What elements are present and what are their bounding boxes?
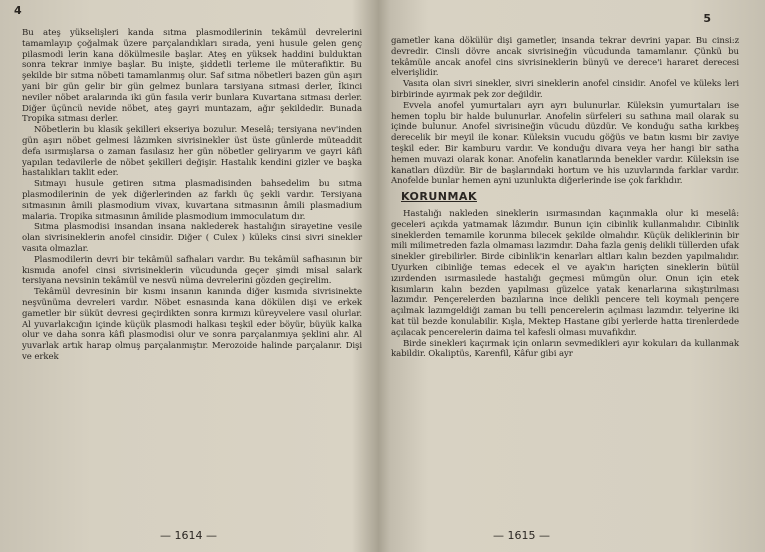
paragraph: Hastalığı nakleden sineklerin ısırmasından kaçınmakla olur ki meselâ: geceleri açıkda yatmamak lâzımdır. Bunun için cibinlik kullanmalıdır. Cibinlik sineklerden temamile korunma bilecek şekilde olmalıdır. Küçük deliklerinin bir mili milimetreden fazla olmaması lazımdır. Daha fazla geniş delikli tüllerden ufak sinekler girebilirler. Birde cibinlik'in kenarları altları kalın bezden yapılmalıdır. Uyurken cibinliğe temas edecek el ve ayak'ın hariçten sineklerin bütül ızırdenden ısırmasılede hastalığı geçmesi mümgün olur. Onun için etek kısımların kalın bezden yapılması güzelce yatak kenarlarına sıkıştırılması lazımdır. Pençerelerden bazılarına ince delikli pencere teli koymalı pençere açılmak lazımgeldiği zaman bu telli pencerelerin açılması lazımdır. telyerine iki kat tül bezde konulabilir. Kışla, Mektep Hastane gibi yerlerde hatta tirenlerdede açılacak pencerelerin daima tel kafesli olması muvafıkdır. — [391, 208, 739, 338]
page-top-number: 5 — [703, 12, 711, 25]
paragraph: Bu ateş yükselişleri kanda sıtma plasmodilerinin tekâmül devrelerini tamamlayıp çoğalmak üzere parçalandıkları sırada, yeni husule gelen genç pilasmodi lerin kana dökülmesile başlar. Ateş en yüksek haddini bulduktan sonra tekrar inmiye başlar. Bu inişte, şiddetli terleme ile müterafiktir. Bu şekilde bir sıtma nöbeti tamamlanmış olur. Saf sıtma nöbetleri bazen gün aşırı yani bir gün gelir bir gün gelmez bunlara tarsiyana sıtmasi derler, İkinci neviler nöbet aralarında iki gün fasıla verir bunlara Kuvartana sıtması derler. Diğer üçüncü nevide nöbet, ateş gayri muntazam, ağır şekildedir. Bunada Tropika sıtması derler. — [22, 28, 362, 125]
section-heading: KORUNMAK — [401, 190, 477, 204]
paragraph: Sıtma plasmodisi insandan insana naklederek hastalığın sirayetine vesile olan sivrisineklerin anofel cinsidir. Diğer ( Culex ) küleks cinsi sivri sinekler vasıta olmazlar. — [22, 222, 362, 254]
paragraph: Tekâmül devresinin bir kısmı insanın kanında diğer kısmıda sivrisinekte neşvünüma devreleri vardır. Nöbet esnasında kana dökülen dişi ve erkek gametler bir süküt devresi geçirdikten sonra kırmızı küreyvelere vasıl olurlar. Al yuvarlakcığın içinde küçük plasmodi halkası teşkil eder böyür, büyük kalka olur ve daha sonra kâfi plasmodisi olur ve sonra parçalanmıya şeklini alır. Al yuvarlak artık harap olmuş parçalanmıştır. Merozoide halinde parçalanır. Dişi ve erkek — [22, 287, 362, 362]
page-number: — 1615 — — [493, 529, 550, 542]
left-page — [0, 0, 382, 552]
paragraph: Nöbetlerin bu klasik şekilleri ekseriya bozulur. Meselâ; tersiyana nev'inden gün aşırı nöbet gelmesi lâzımken sivrisinekler üst üste günlerde müteaddit defa ısırmışlarsa o zaman fasılasız her gün nöbetler geliryarım ve gayri kâfi yapılan tedavilerle de nöbet şekilleri değişir. Hastalık kendini gizler ve başka hastalıkları taklit eder. — [22, 125, 362, 179]
paragraph: gametler kana dökülür dişi gametler, insanda tekrar devrini yapar. Bu cinsi:z devredir. Cinsli dövre ancak sivrisineğin vücudunda tamamlanır. Çünkü bu tekâmüle ancak anofel cins sivrisineklerin bünyü ve derece'i hararet derecesi elverişlidir. — [391, 36, 739, 79]
page-number: — 1614 — — [160, 529, 217, 542]
right-page-body — [391, 36, 739, 360]
left-page-body — [22, 28, 362, 363]
paragraph: Vasıta olan sivri sinekler, sivri sineklerin anofel cinsidir. Anofel ve küleks leri birbirinde ayırmak pek zor değildir. — [391, 79, 739, 100]
paragraph: Plasmodilerin devri bir tekâmül safhaları vardır. Bu tekâmül safhasının bir kısmıda anofel cinsi sivrisineklerin vücudunda geçer şimdi misal salark tersiyana nevsinin tekâmül ve nesvü nüma devrelerini gözden geçirelim. — [22, 254, 362, 287]
paragraph: Sıtmayı husule getiren sıtma plasmadisinden bahsedelim bu sıtma plasmodilerinin de yek diğerlerinden az farklı üç şekli vardır. Tersiyana sıtmasının âmili plasmodium vivax, kuvartana sıtmasının âmili plasmadium malaria. Tropika sıtmasının âmilide plasmodium immoculatum dır. — [22, 179, 362, 222]
paragraph: Birde sinekleri kaçırmak için onların sevmedikleri ayır kokuları da kullanmak kabildir. Okaliptüs, Karenfil, Kâfur gibi ayr — [391, 338, 739, 360]
paragraph: Evvela anofel yumurtaları ayrı ayrı bulunurlar. Küleksin yumurtaları ise hemen toplu bir halde bulunurlar. Anofelin sürfeleri su sathına mail olarak su içinde bulunur. Anofel sivrisineğin vücudu düzdür. Ve konduğu satha kırkbeş derecelik bir meyil ile konar. Küleksin vucudu göğüs ve batın kısmı bir zaviye teşkil eder. Bir kamburu vardır. Ve konduğu divara veya her hangi bir satha hemen muvazi olarak konar. Anofelin kanatlarında benekler vardır. Küleksin ise kanatları düzdür. Bir de başlarındaki hortum ve his uzuvlarında farklar vardır. Anofelde bunlar hemen ayni uzunlukta diğerlerinde ise çok farklıdır. — [391, 100, 739, 187]
right-page — [383, 0, 765, 552]
page-top-number: 4 — [14, 4, 22, 17]
